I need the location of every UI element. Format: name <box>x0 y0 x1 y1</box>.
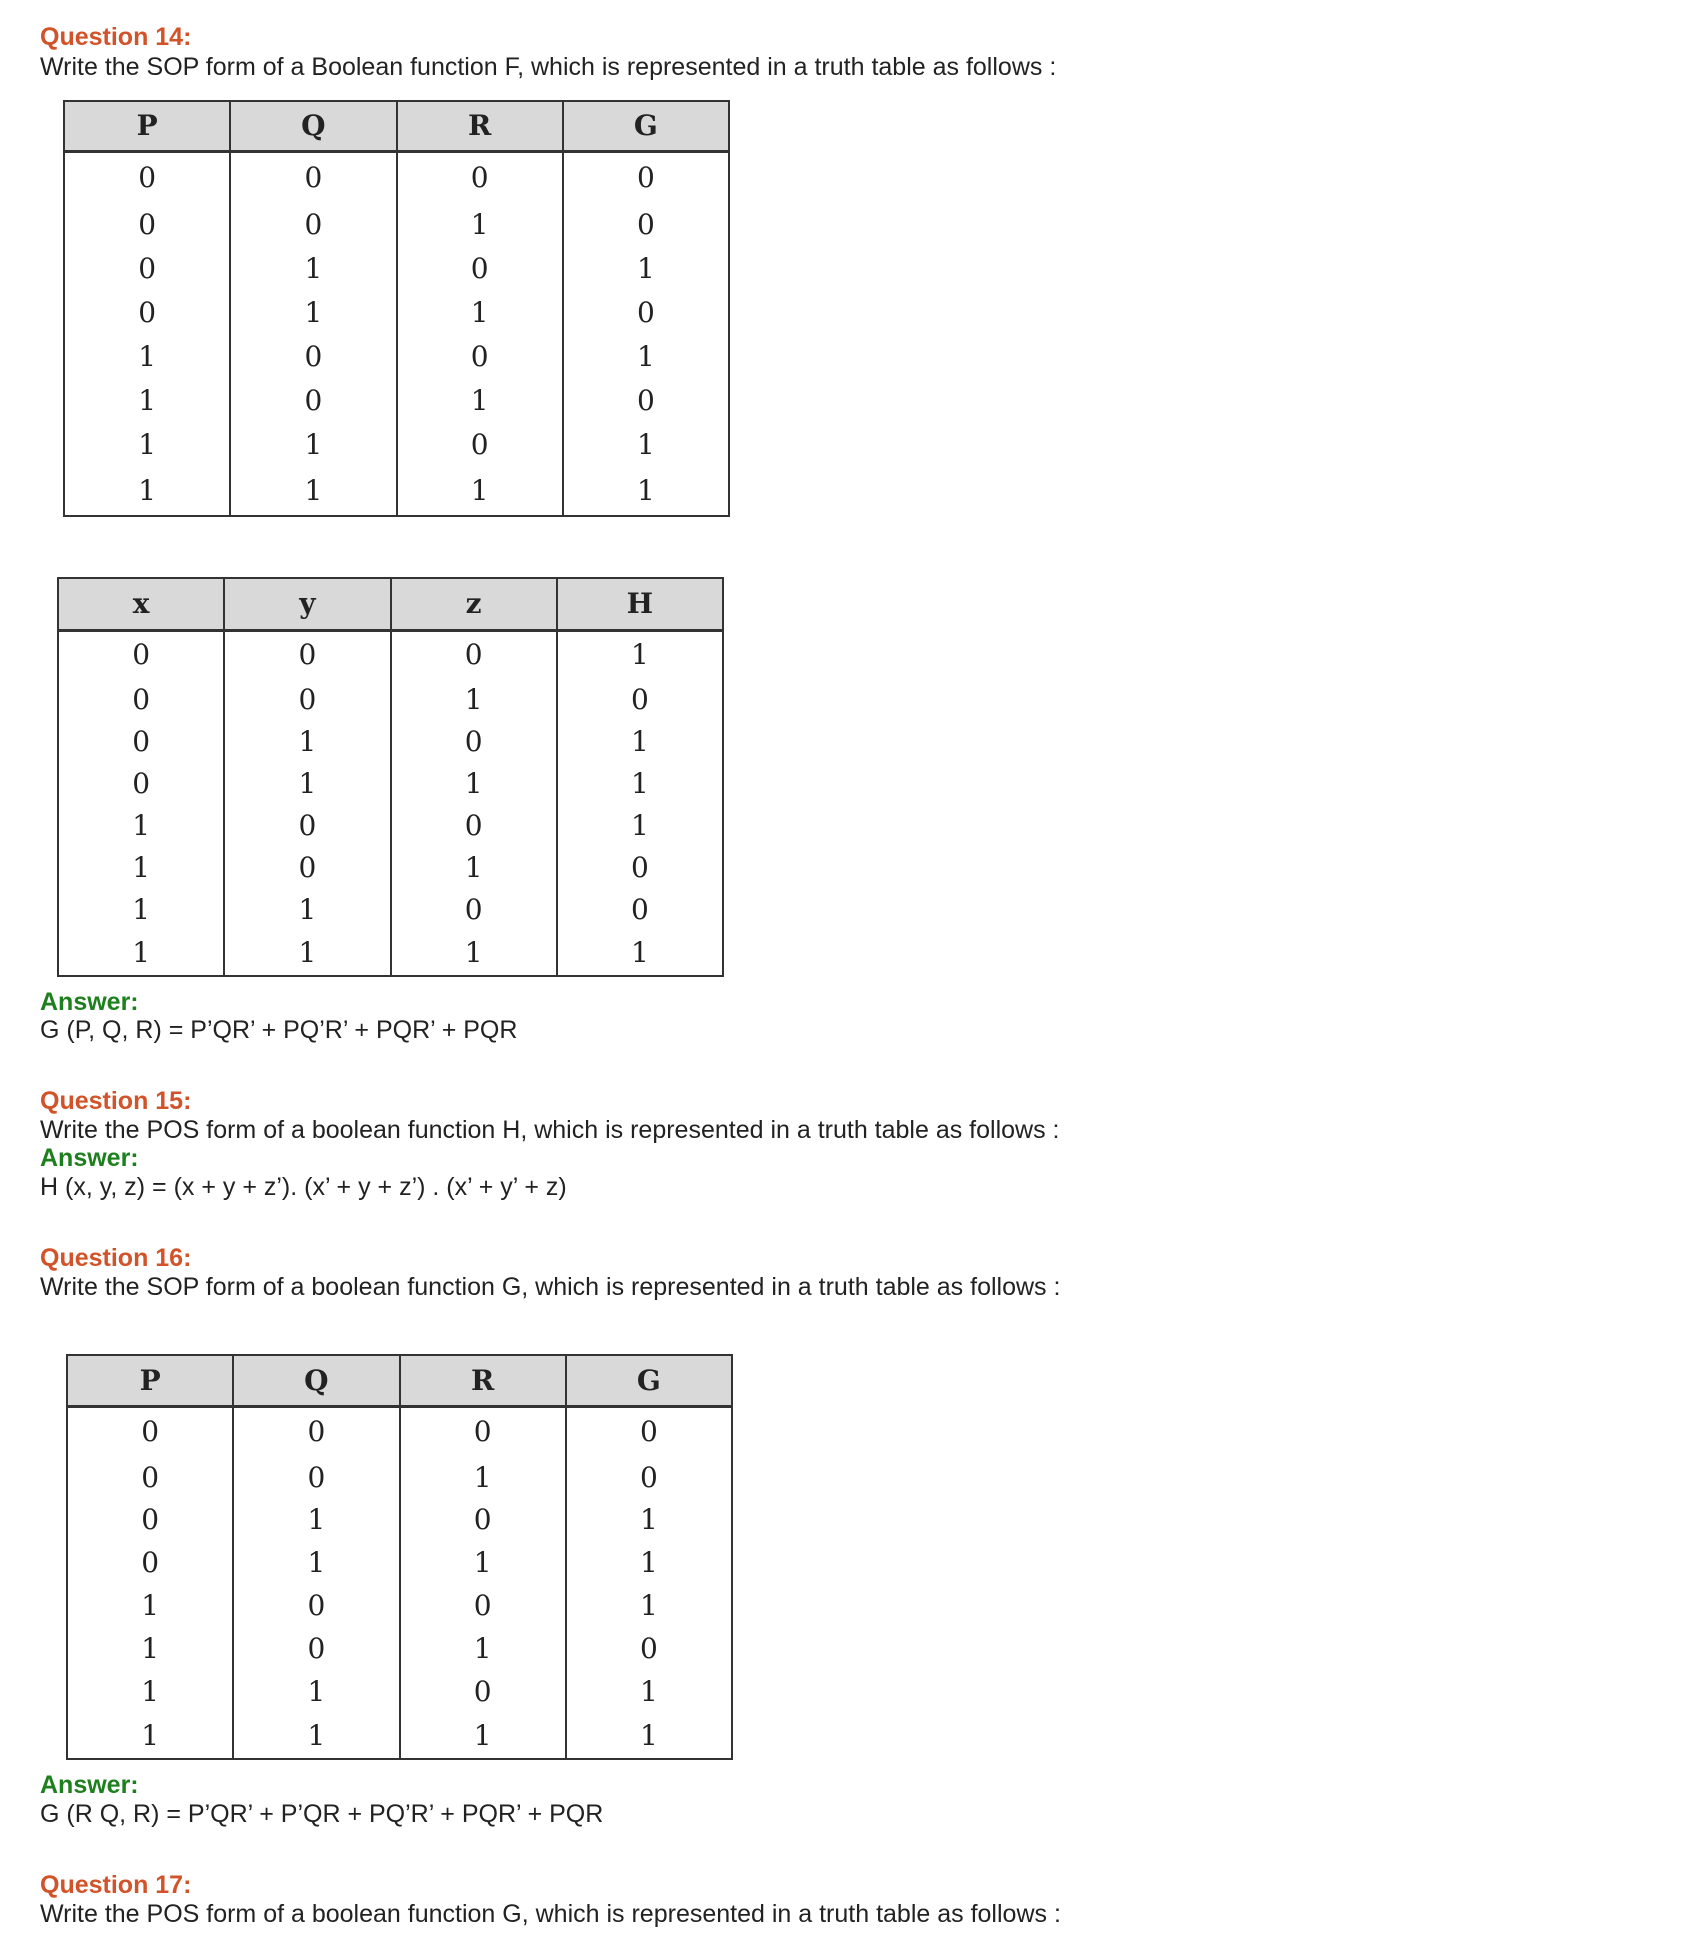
table-cell: 1 <box>557 720 723 762</box>
table-row <box>64 334 729 378</box>
table-cell: 1 <box>563 246 729 290</box>
table-cell: 1 <box>224 720 390 762</box>
table-row <box>67 1456 732 1498</box>
table-cell: 1 <box>566 1713 732 1759</box>
table-header-cell: P <box>67 1355 233 1406</box>
table-row <box>64 202 729 246</box>
table-cell: 1 <box>224 930 390 976</box>
table-header-cell: y <box>224 578 390 630</box>
table-row <box>67 1713 732 1759</box>
table-cell: 1 <box>64 378 230 422</box>
table-cell: 0 <box>391 630 557 678</box>
table-cell: 0 <box>233 1406 399 1456</box>
table-cell: 1 <box>391 846 557 888</box>
table-cell: 0 <box>233 1456 399 1498</box>
table-cell: 1 <box>566 1498 732 1541</box>
table-cell: 0 <box>67 1456 233 1498</box>
table-cell: 0 <box>233 1627 399 1670</box>
table-cell: 0 <box>230 151 396 202</box>
table-cell: 1 <box>557 804 723 846</box>
table-cell: 0 <box>563 378 729 422</box>
table-cell: 0 <box>67 1541 233 1584</box>
table-header-cell: G <box>566 1355 732 1406</box>
table-cell: 0 <box>400 1584 566 1627</box>
table-header-cell: z <box>391 578 557 630</box>
table-cell: 0 <box>58 678 224 720</box>
q15-truth-table <box>57 577 724 977</box>
table-cell: 1 <box>557 630 723 678</box>
table-cell: 1 <box>224 762 390 804</box>
q14-answer: G (P, Q, R) = P’QR’ + PQ’R’ + PQR’ + PQR <box>40 1016 518 1044</box>
table-cell: 1 <box>233 1541 399 1584</box>
table-cell: 1 <box>566 1670 732 1713</box>
table-header-cell: P <box>64 101 230 151</box>
table-cell: 0 <box>557 846 723 888</box>
table-cell: 1 <box>557 930 723 976</box>
table-cell: 0 <box>391 804 557 846</box>
q14-truth-table <box>63 100 730 517</box>
table-row <box>67 1498 732 1541</box>
table-row <box>58 720 723 762</box>
table-cell: 1 <box>64 466 230 516</box>
table-cell: 0 <box>230 378 396 422</box>
table-cell: 0 <box>64 246 230 290</box>
table-cell: 1 <box>391 678 557 720</box>
table-cell: 1 <box>233 1713 399 1759</box>
table-header-cell: G <box>563 101 729 151</box>
table-row <box>67 1541 732 1584</box>
table-row <box>58 804 723 846</box>
q15-text: Write the POS form of a boolean function H, which is represented in a truth table as follows : <box>40 1116 1060 1144</box>
table-cell: 1 <box>224 888 390 930</box>
q16-answer-label: Answer: <box>40 1771 139 1799</box>
q15-heading: Question 15: <box>40 1087 192 1115</box>
table-cell: 1 <box>397 290 563 334</box>
table-cell: 1 <box>400 1627 566 1670</box>
table-header-cell: H <box>557 578 723 630</box>
table-cell: 0 <box>224 804 390 846</box>
table-cell: 0 <box>224 678 390 720</box>
table-cell: 0 <box>230 202 396 246</box>
table-cell: 1 <box>391 762 557 804</box>
table-row <box>58 846 723 888</box>
q15-answer-label: Answer: <box>40 1144 139 1172</box>
table-cell: 0 <box>563 202 729 246</box>
table-cell: 0 <box>557 888 723 930</box>
table-cell: 1 <box>566 1541 732 1584</box>
q15-answer: H (x, y, z) = (x + y + z’). (x’ + y + z’) . (x’ + y’ + z) <box>40 1173 567 1201</box>
table-cell: 1 <box>67 1713 233 1759</box>
table-cell: 1 <box>397 378 563 422</box>
table-cell: 0 <box>400 1498 566 1541</box>
table-cell: 0 <box>58 720 224 762</box>
q16-truth-table <box>66 1354 733 1760</box>
table-cell: 0 <box>64 202 230 246</box>
table-cell: 0 <box>224 630 390 678</box>
table-cell: 0 <box>566 1456 732 1498</box>
table-header-cell: R <box>400 1355 566 1406</box>
table-cell: 0 <box>566 1627 732 1670</box>
table-row <box>58 930 723 976</box>
table-cell: 0 <box>391 888 557 930</box>
table-cell: 0 <box>400 1406 566 1456</box>
table-header-cell: x <box>58 578 224 630</box>
table-cell: 0 <box>233 1584 399 1627</box>
q14-answer-label: Answer: <box>40 988 139 1016</box>
table-cell: 1 <box>391 930 557 976</box>
table-row <box>58 678 723 720</box>
table-cell: 1 <box>58 888 224 930</box>
table-cell: 0 <box>67 1498 233 1541</box>
table-cell: 1 <box>64 422 230 466</box>
table-cell: 0 <box>67 1406 233 1456</box>
table-row <box>67 1627 732 1670</box>
table-cell: 1 <box>233 1670 399 1713</box>
table-cell: 0 <box>397 422 563 466</box>
q17-text: Write the POS form of a boolean function G, which is represented in a truth table as follows : <box>40 1900 1061 1928</box>
table-cell: 1 <box>566 1584 732 1627</box>
table-cell: 1 <box>230 466 396 516</box>
table-row <box>58 762 723 804</box>
table-cell: 0 <box>566 1406 732 1456</box>
table-row <box>67 1406 732 1456</box>
table-row <box>58 888 723 930</box>
table-cell: 0 <box>397 151 563 202</box>
q16-answer: G (R Q, R) = P’QR’ + P’QR + PQ’R’ + PQR’ + PQR <box>40 1800 604 1828</box>
table-cell: 1 <box>230 290 396 334</box>
table-cell: 1 <box>64 334 230 378</box>
table-row <box>67 1584 732 1627</box>
table-row <box>64 422 729 466</box>
table-row <box>64 378 729 422</box>
table-cell: 1 <box>233 1498 399 1541</box>
table-cell: 1 <box>400 1541 566 1584</box>
table-cell: 1 <box>67 1584 233 1627</box>
table-cell: 0 <box>58 762 224 804</box>
table-cell: 1 <box>563 466 729 516</box>
table-cell: 0 <box>563 290 729 334</box>
table-cell: 1 <box>67 1627 233 1670</box>
q16-text: Write the SOP form of a boolean function G, which is represented in a truth table as follows : <box>40 1273 1061 1301</box>
table-header-cell: Q <box>233 1355 399 1406</box>
table-cell: 0 <box>391 720 557 762</box>
table-cell: 1 <box>397 202 563 246</box>
table-row <box>58 630 723 678</box>
table-cell: 0 <box>224 846 390 888</box>
table-row <box>64 466 729 516</box>
table-row <box>64 290 729 334</box>
q14-text: Write the SOP form of a Boolean function F, which is represented in a truth table as follows : <box>40 53 1057 81</box>
table-cell: 1 <box>563 422 729 466</box>
table-cell: 1 <box>58 804 224 846</box>
table-cell: 1 <box>400 1456 566 1498</box>
table-header-cell: Q <box>230 101 396 151</box>
table-cell: 0 <box>230 334 396 378</box>
table-cell: 1 <box>397 466 563 516</box>
table-cell: 1 <box>563 334 729 378</box>
table-row <box>64 151 729 202</box>
table-cell: 0 <box>557 678 723 720</box>
table-cell: 0 <box>563 151 729 202</box>
q16-heading: Question 16: <box>40 1244 192 1272</box>
table-cell: 0 <box>397 334 563 378</box>
table-cell: 1 <box>400 1713 566 1759</box>
table-cell: 1 <box>67 1670 233 1713</box>
q17-heading: Question 17: <box>40 1871 192 1899</box>
table-cell: 1 <box>58 846 224 888</box>
table-cell: 1 <box>557 762 723 804</box>
table-row <box>64 246 729 290</box>
table-cell: 1 <box>58 930 224 976</box>
table-cell: 0 <box>397 246 563 290</box>
table-cell: 1 <box>230 422 396 466</box>
table-cell: 0 <box>400 1670 566 1713</box>
table-cell: 0 <box>64 151 230 202</box>
table-cell: 0 <box>58 630 224 678</box>
table-header-cell: R <box>397 101 563 151</box>
table-cell: 0 <box>64 290 230 334</box>
table-row <box>67 1670 732 1713</box>
q14-heading: Question 14: <box>40 23 192 51</box>
table-cell: 1 <box>230 246 396 290</box>
